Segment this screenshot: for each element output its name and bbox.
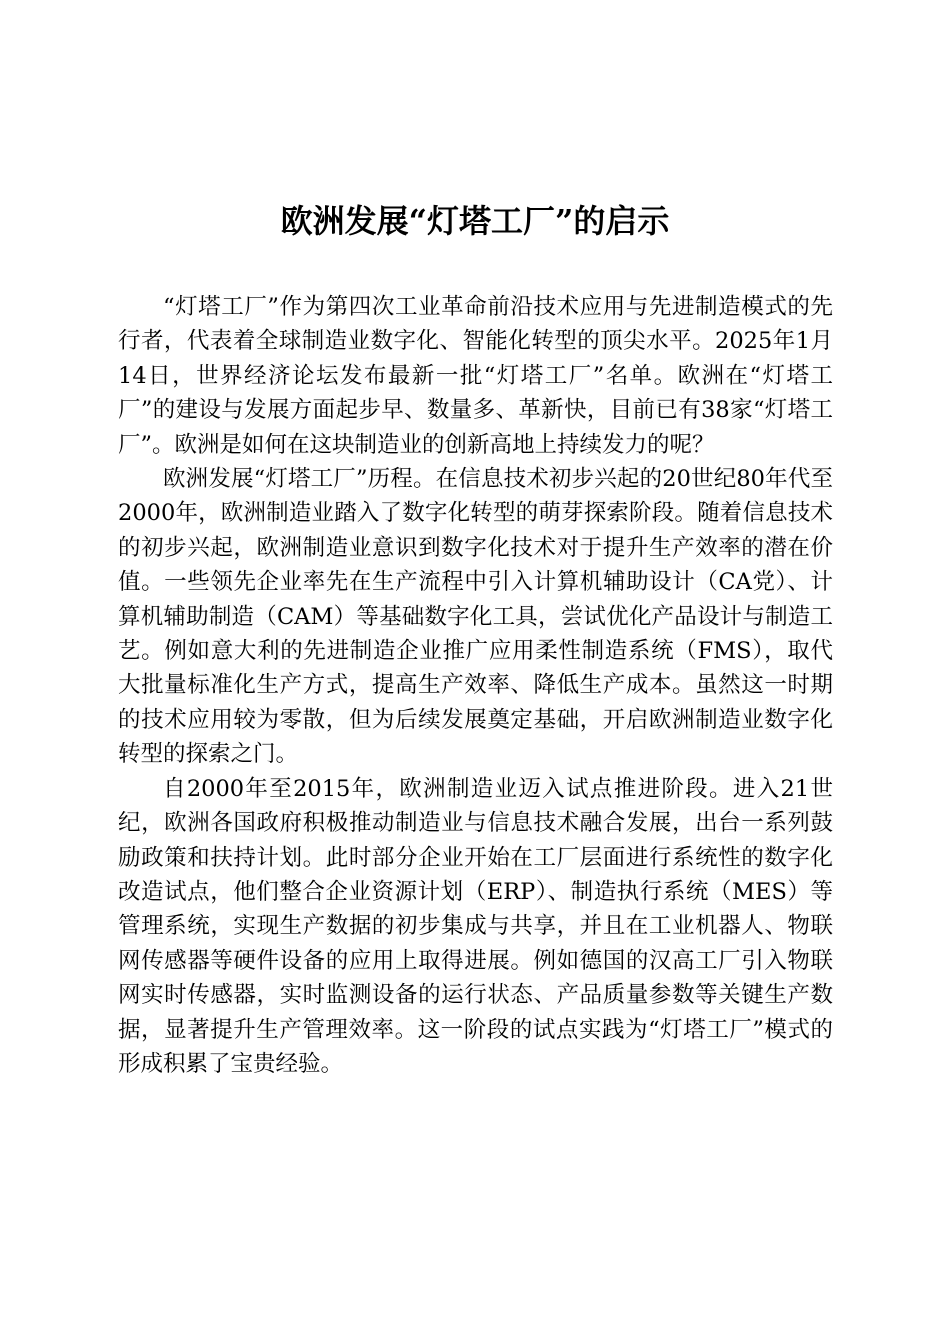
paragraph-history: 欧洲发展“灯塔工厂”历程。在信息技术初步兴起的20世纪80年代至2000年，欧洲制造业踏入了数字化转型的萌芽探索阶段。随着信息技术的初步兴起，欧洲制造业意识到数字化技术对于提升生产效率的潜在价值。一些领先企业率先在生产流程中引入计算机辅助设计（CA党）、计算机辅助制造（CAM）等基础数字化工具，尝试优化产品设计与制造工艺。例如意大利的先进制造企业推广应用柔性制造系统（FMS），取代大批量标准化生产方式，提高生产效率、降低生产成本。虽然这一时期的技术应用较为零散，但为后续发展奠定基础，开启欧洲制造业数字化转型的探索之门。 bbox=[118, 466, 833, 768]
document-title: 欧洲发展“灯塔工厂”的启示 bbox=[280, 202, 670, 240]
paragraph-intro: “灯塔工厂”作为第四次工业革命前沿技术应用与先进制造模式的先行者，代表着全球制造业数字化、智能化转型的顶尖水平。2025年1月14日，世界经济论坛发布最新一批“灯塔工厂”名单。欧洲在“灯塔工厂”的建设与发展方面起步早、数量多、革新快，目前已有38家“灯塔工厂”。欧洲是如何在这块制造业的创新高地上持续发力的呢？ bbox=[118, 294, 833, 458]
document-body bbox=[118, 290, 833, 1081]
paragraph-pilot-stage: 自2000年至2015年，欧洲制造业迈入试点推进阶段。进入21世纪，欧洲各国政府积极推动制造业与信息技术融合发展，出台一系列鼓励政策和扶持计划。此时部分企业开始在工厂层面进行系统性的数字化改造试点，他们整合企业资源计划（ERP）、制造执行系统（MES）等管理系统，实现生产数据的初步集成与共享，并且在工业机器人、物联网传感器等硬件设备的应用上取得进展。例如德国的汉高工厂引入物联网实时传感器，实时监测设备的运行状态、产品质量参数等关键生产数据，显著提升生产管理效率。这一阶段的试点实践为“灯塔工厂”模式的形成积累了宝贵经验。 bbox=[118, 775, 833, 1077]
